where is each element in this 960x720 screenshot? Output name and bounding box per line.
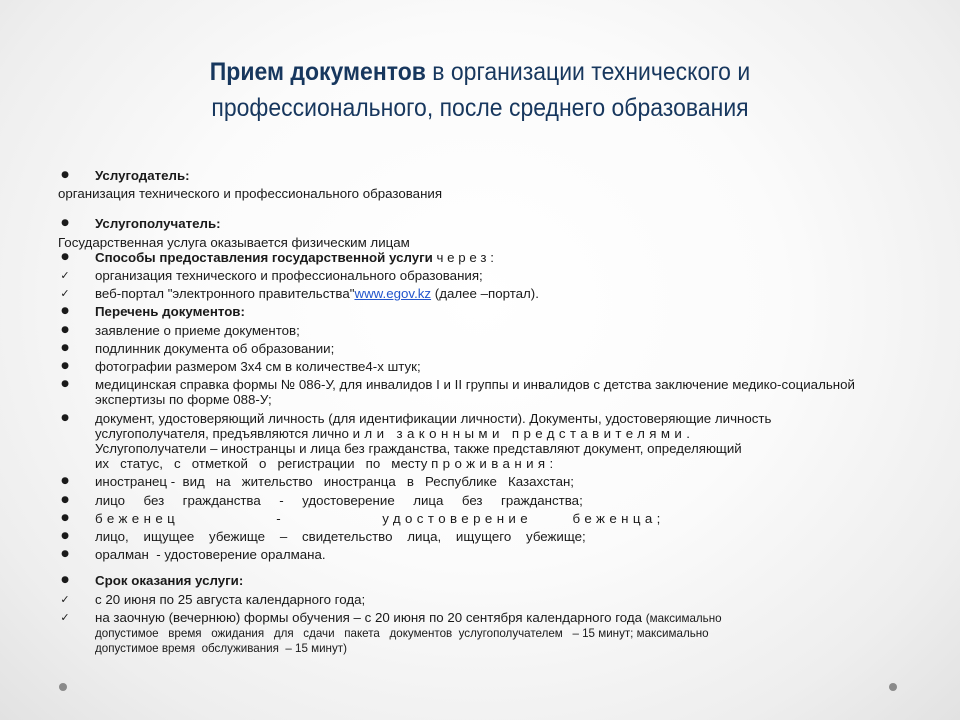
deadline-line-3: допустимое время обслуживания – 15 минут): [95, 642, 347, 656]
portal-after-text: (далее –портал).: [431, 286, 539, 302]
document-item-asylum: [58, 529, 918, 544]
document-text-3: фотографии размером 3х4 см в количестве4-х штук;: [95, 359, 421, 375]
deadline-item-2: [58, 610, 918, 657]
identity-line-1: документ, удостоверяющий личность (для идентификации личности). Документы, удостоверяющие личность: [95, 410, 772, 426]
bullet-icon: ●: [61, 575, 69, 586]
checkmark-icon: ✓: [60, 610, 70, 624]
egov-portal-link[interactable]: www.egov.kz: [354, 286, 432, 302]
recipient-text: Государственная услуга оказывается физическим лицам: [58, 234, 410, 250]
title-line-1: [130, 54, 829, 90]
checkmark-icon: ✓: [60, 287, 70, 301]
checkmark-icon: ✓: [60, 269, 70, 283]
document-item-oralman: [58, 547, 918, 562]
bullet-icon: ●: [61, 324, 69, 335]
document-text-2: подлинник документа об образовании;: [95, 340, 335, 356]
document-item-identity: [58, 411, 918, 472]
document-item-4: [58, 377, 918, 407]
identity-line-2: услугополучателя, предъявляются лично или законными представителями.: [95, 425, 695, 441]
slide-title: [130, 54, 829, 126]
foreigner-text: иностранец - вид на жительство иностранца в Республике Казахстан;: [95, 474, 575, 490]
bullet-icon: ●: [61, 306, 69, 317]
document-text-1: заявление о приеме документов;: [95, 322, 300, 338]
document-item-stateless: [58, 493, 918, 508]
bullet-icon: ●: [61, 342, 69, 353]
bullet-icon: ●: [61, 361, 69, 372]
bullet-icon: ●: [61, 251, 69, 262]
bullet-icon: ●: [61, 476, 69, 487]
deadline-text-1: с 20 июня по 25 августа календарного года;: [95, 591, 366, 607]
oralman-text: оралман - удостоверение оралмана.: [95, 547, 326, 563]
identity-line-3: Услугополучатели – иностранцы и лица без гражданства, также представляют документ, определяющий: [95, 441, 742, 457]
documents-item: [58, 304, 918, 319]
document-item-3: [58, 359, 918, 374]
bullet-icon: ●: [61, 170, 69, 180]
method-text-2: веб-портал "электронного правительства": [95, 286, 355, 302]
checkmark-icon: ✓: [60, 592, 70, 606]
title-bold: Прием документов: [209, 58, 426, 86]
decorative-dot-left: [59, 683, 67, 691]
recipient-label: Услугополучатель:: [95, 216, 221, 232]
provider-text: организация технического и профессионального образования: [58, 186, 443, 202]
deadline-item: [58, 573, 918, 588]
deadline-item-1: [58, 592, 918, 607]
methods-suffix: ч е р е з :: [432, 249, 494, 265]
title-rest: в организации технического и: [425, 58, 751, 86]
provider-item: [58, 168, 918, 183]
refugee-text: беженец - удостоверение беженца;: [95, 510, 665, 526]
document-item-refugee: [58, 511, 918, 526]
title-line-2: профессионального, после среднего образования: [211, 94, 749, 122]
asylum-text: лицо, ищущее убежище – свидетельство лица, ищущего убежище;: [95, 529, 586, 545]
bullet-icon: ●: [61, 512, 69, 523]
bullet-icon: ●: [61, 379, 69, 390]
identity-line-4: их статус, с отметкой о регистрации по месту проживания:: [95, 456, 558, 472]
slide-body: [58, 168, 918, 659]
deadline-line-2: допустимое время ожидания для сдачи пакета документов услугополучателем – 15 минут; максимально: [95, 627, 709, 641]
methods-label: Способы предоставления государственной услуги: [95, 249, 433, 265]
documents-label: Перечень документов:: [95, 304, 245, 320]
deadline-label: Срок оказания услуги:: [95, 573, 244, 589]
bullet-icon: ●: [61, 549, 69, 560]
document-item-1: [58, 323, 918, 338]
bullet-icon: ●: [61, 412, 69, 423]
bullet-icon: ●: [61, 494, 69, 505]
method-item-2: [58, 286, 918, 301]
document-item-foreigner: [58, 474, 918, 489]
methods-item: [58, 250, 918, 265]
decorative-dot-right: [889, 683, 897, 691]
method-item-1: [58, 268, 918, 283]
bullet-icon: ●: [61, 218, 69, 229]
document-item-2: [58, 341, 918, 356]
recipient-item: [58, 216, 918, 231]
deadline-line-1: на заочную (вечернюю) формы обучения – с 20 июня по 20 сентября календарного года (максимально: [95, 609, 722, 625]
bullet-icon: ●: [61, 531, 69, 542]
provider-label: Услугодатель:: [95, 168, 190, 183]
stateless-text: лицо без гражданства - удостоверение лица без гражданства;: [95, 492, 583, 508]
document-text-4: медицинская справка формы № 086-У, для инвалидов I и II группы и инвалидов с детства заключение медико-социальной экспертизы по форме 088-У;: [95, 377, 855, 408]
method-text-1: организация технического и профессионального образования;: [95, 268, 483, 284]
